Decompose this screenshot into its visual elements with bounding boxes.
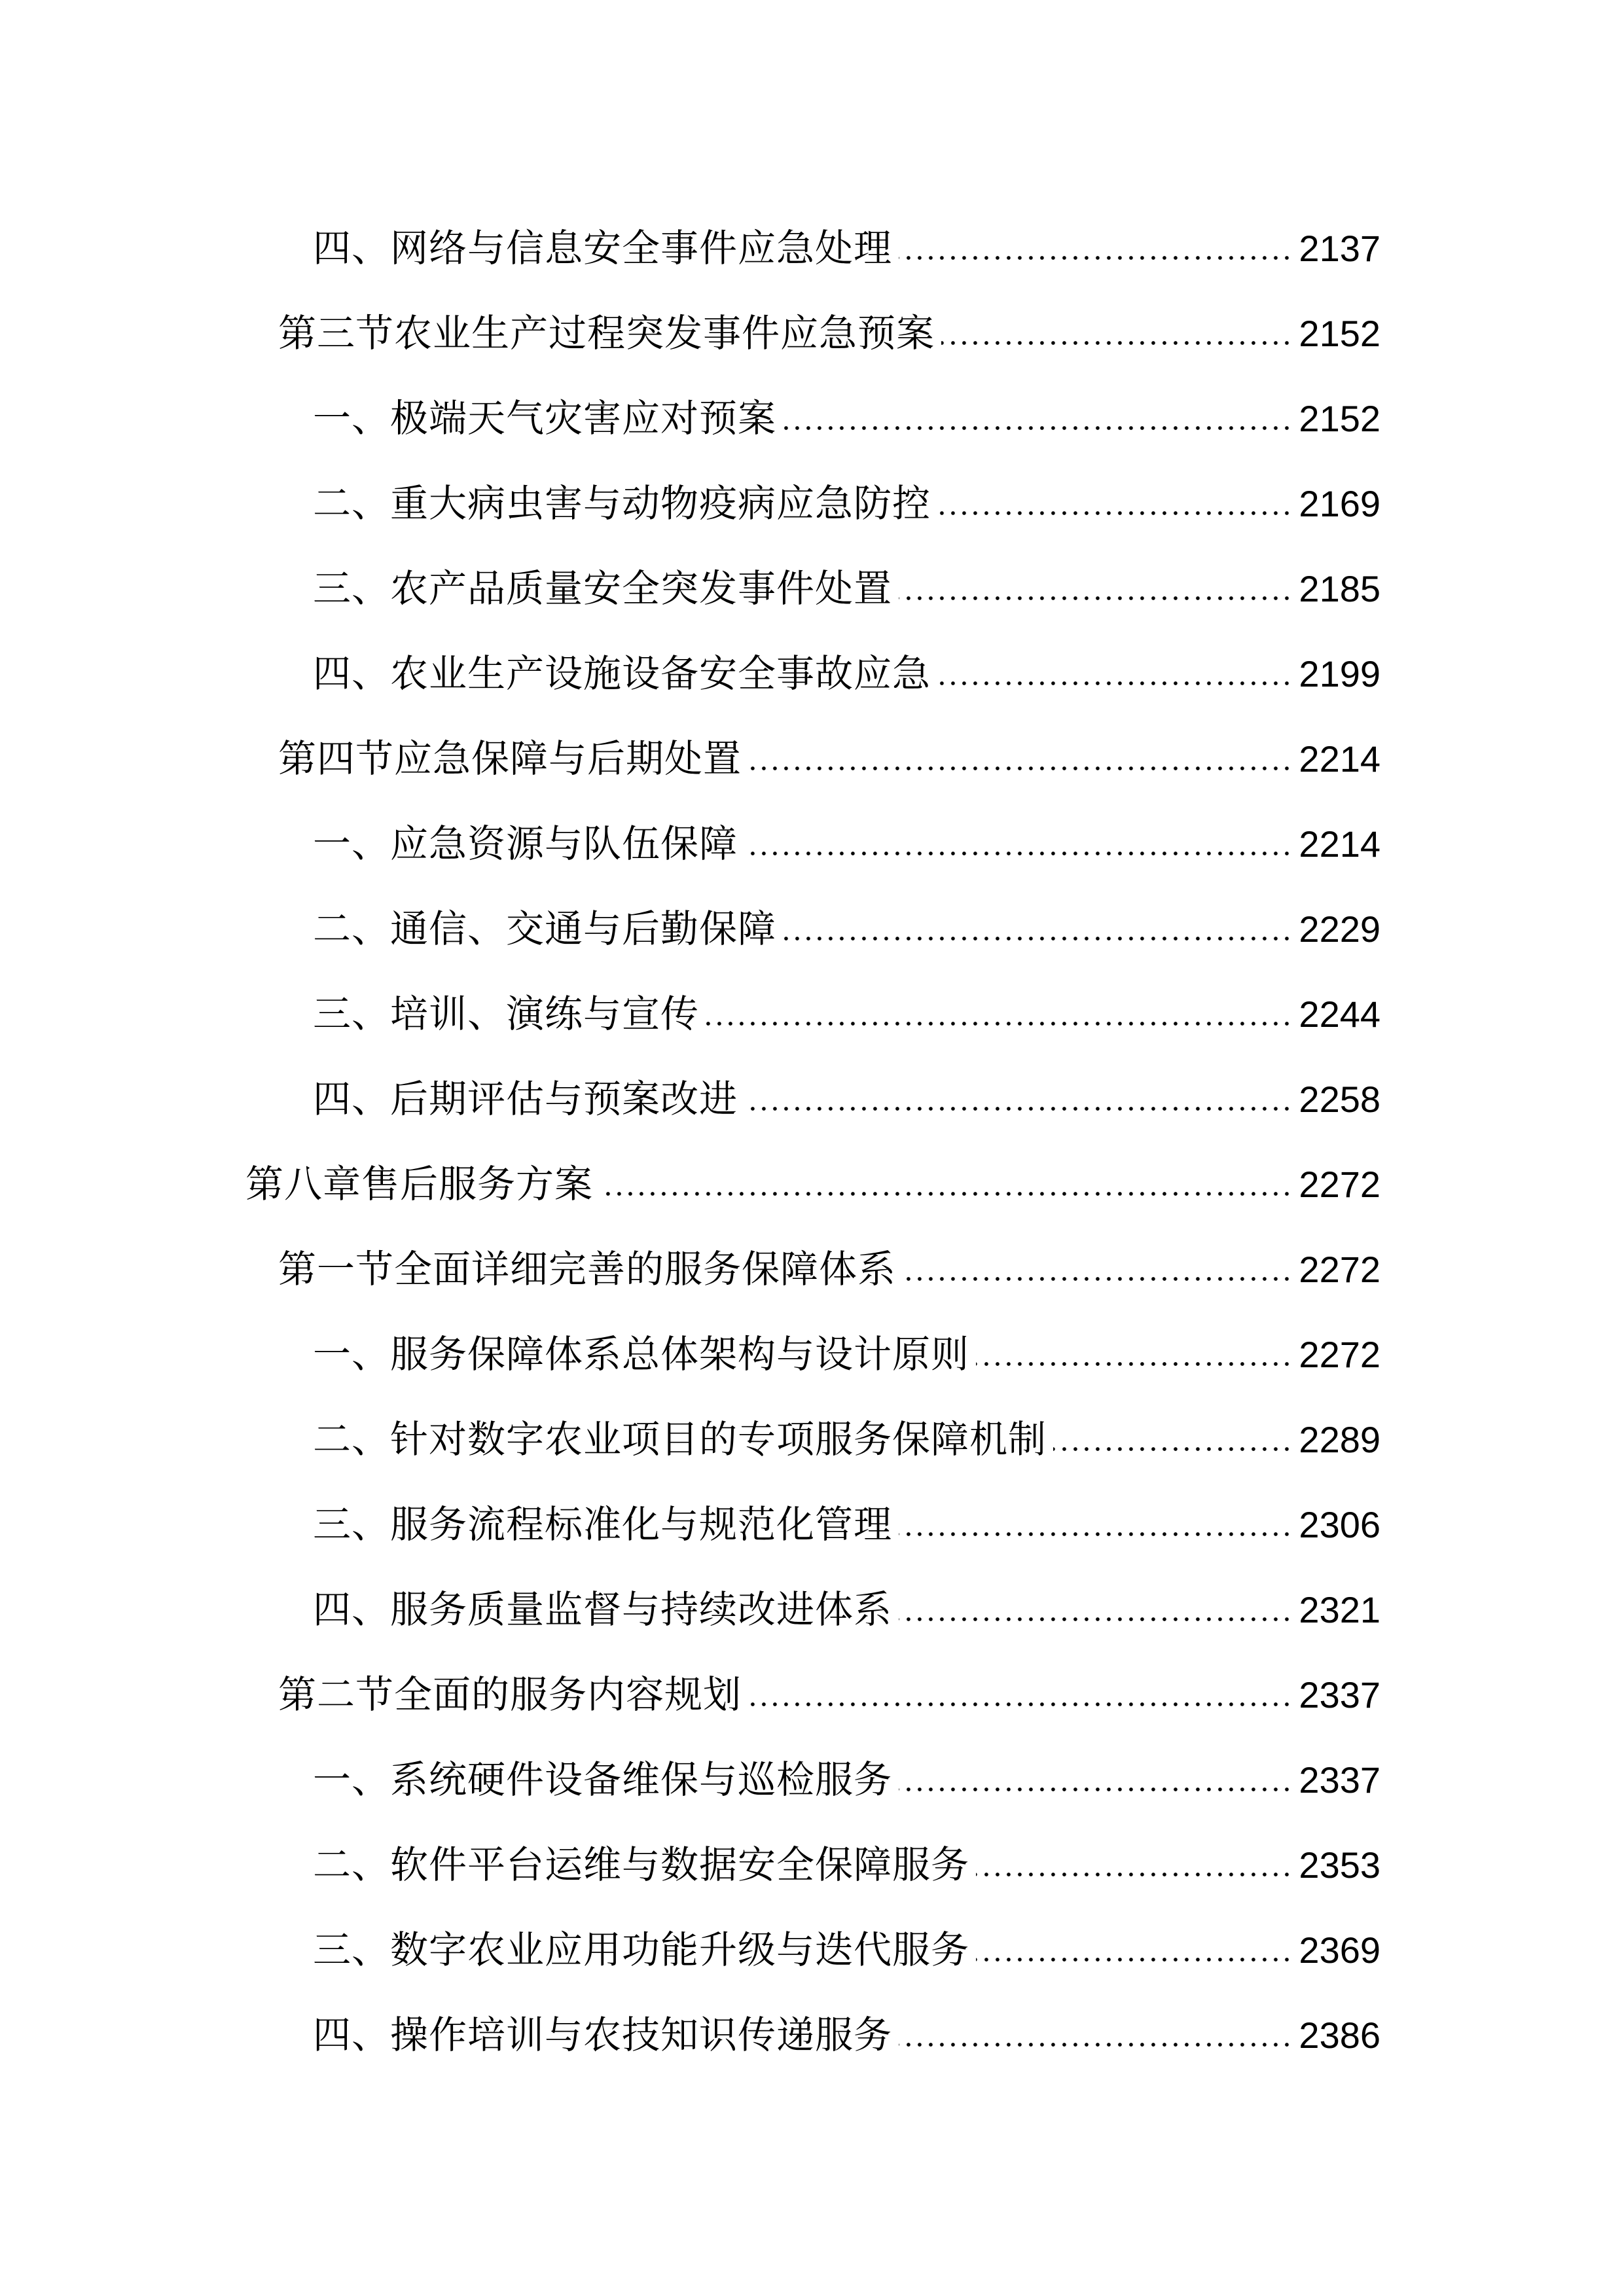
toc-entry[interactable]: [313, 1059, 1380, 1121]
toc-entry[interactable]: [313, 548, 1380, 611]
dot-leader: [899, 1784, 1292, 1795]
toc-entry-title: 第四节应急保障与后期处置: [278, 736, 742, 781]
toc-entry-page-number: 2369: [1299, 1929, 1380, 1971]
dot-leader: [899, 593, 1292, 603]
toc-entry[interactable]: [313, 378, 1380, 440]
toc-entry-page-number: 2169: [1299, 483, 1380, 524]
toc-entry-title: 四、服务质量监督与持续改进体系: [313, 1587, 893, 1632]
toc-entry[interactable]: [278, 293, 1380, 355]
dot-leader: [1053, 1444, 1292, 1454]
toc-entry-title: 第三节农业生产过程突发事件应急预案: [278, 311, 935, 355]
toc-entry-title: 二、针对数字农业项目的专项服务保障机制: [313, 1417, 1047, 1462]
toc-entry[interactable]: [313, 463, 1380, 526]
toc-entry-page-number: 2337: [1299, 1759, 1380, 1801]
dot-leader: [899, 1529, 1292, 1539]
toc-entry-page-number: 2214: [1299, 738, 1380, 780]
dot-leader: [937, 678, 1292, 689]
toc-entry-page-number: 2229: [1299, 908, 1380, 950]
toc-entry-page-number: 2306: [1299, 1504, 1380, 1545]
dot-leader: [899, 1614, 1292, 1624]
toc-entry[interactable]: [313, 1484, 1380, 1547]
toc-entry-title: 二、通信、交通与后勤保障: [313, 906, 777, 951]
dot-leader: [903, 1274, 1292, 1284]
dot-leader: [783, 423, 1292, 433]
dot-leader: [748, 1699, 1292, 1710]
toc-entry-title: 四、农业生产设施设备安全事故应急: [313, 651, 931, 696]
toc-entry-title: 三、培训、演练与宣传: [313, 992, 700, 1036]
dot-leader: [899, 2039, 1292, 2050]
dot-leader: [937, 508, 1292, 518]
toc-entry-chapter[interactable]: [245, 1144, 1380, 1206]
toc-entry[interactable]: [313, 1314, 1380, 1376]
toc-entry-title: 四、网络与信息安全事件应急处理: [313, 226, 893, 270]
toc-entry[interactable]: [313, 974, 1380, 1036]
toc-entry[interactable]: [313, 634, 1380, 696]
dot-leader: [600, 1189, 1292, 1199]
toc-entry-page-number: 2337: [1299, 1674, 1380, 1715]
dot-leader: [976, 1359, 1292, 1369]
toc-entry-title: 一、应急资源与队伍保障: [313, 821, 738, 866]
toc-entry-page-number: 2289: [1299, 1419, 1380, 1460]
toc-entry-title: 二、重大病虫害与动物疫病应急防控: [313, 481, 931, 526]
toc-entry[interactable]: [313, 1825, 1380, 1887]
toc-entry-title: 三、服务流程标准化与规范化管理: [313, 1502, 893, 1547]
toc-entry-page-number: 2185: [1299, 568, 1380, 609]
toc-entry-page-number: 2244: [1299, 994, 1380, 1035]
dot-leader: [748, 763, 1292, 774]
toc-entry[interactable]: [313, 889, 1380, 951]
toc-entry-title: 一、服务保障体系总体架构与设计原则: [313, 1332, 970, 1376]
toc-entry-page-number: 2353: [1299, 1844, 1380, 1886]
toc-entry[interactable]: [313, 208, 1380, 270]
dot-leader: [744, 1103, 1292, 1114]
dot-leader: [783, 933, 1292, 944]
toc-entry-page-number: 2272: [1299, 1334, 1380, 1375]
toc-entry-title: 一、极端天气灾害应对预案: [313, 396, 777, 440]
toc-entry-title: 第八章售后服务方案: [245, 1162, 594, 1206]
toc-entry-page-number: 2386: [1299, 2015, 1380, 2056]
toc-entry-page-number: 2258: [1299, 1079, 1380, 1120]
toc-entry-page-number: 2199: [1299, 653, 1380, 694]
toc-entry-title: 二、软件平台运维与数据安全保障服务: [313, 1842, 970, 1887]
dot-leader: [941, 338, 1292, 348]
toc-entry[interactable]: [313, 1740, 1380, 1802]
toc-entry-page-number: 2272: [1299, 1164, 1380, 1205]
toc-entry[interactable]: [313, 1570, 1380, 1632]
toc-entry-page-number: 2214: [1299, 823, 1380, 865]
toc-entry[interactable]: [313, 804, 1380, 866]
toc-entry-page-number: 2321: [1299, 1589, 1380, 1630]
dot-leader: [706, 1018, 1292, 1029]
toc-entry-title: 四、后期评估与预案改进: [313, 1077, 738, 1121]
dot-leader: [976, 1869, 1292, 1880]
toc-entry-title: 第一节全面详细完善的服务保障体系: [278, 1247, 897, 1291]
dot-leader: [744, 848, 1292, 859]
toc-entry-title: 第二节全面的服务内容规划: [278, 1672, 742, 1717]
toc-entry[interactable]: [278, 1655, 1380, 1717]
toc-entry[interactable]: [313, 1910, 1380, 1972]
toc-entry-title: 四、操作培训与农技知识传递服务: [313, 2013, 893, 2057]
toc-entry[interactable]: [313, 1995, 1380, 2057]
toc-entry-title: 三、数字农业应用功能升级与迭代服务: [313, 1928, 970, 1972]
toc-entry[interactable]: [313, 1399, 1380, 1462]
toc-entry-title: 三、农产品质量安全突发事件处置: [313, 566, 893, 611]
toc-entry-title: 一、系统硬件设备维保与巡检服务: [313, 1757, 893, 1802]
toc-entry-page-number: 2152: [1299, 398, 1380, 439]
toc-entry[interactable]: [278, 1229, 1380, 1291]
toc-entry-page-number: 2137: [1299, 228, 1380, 269]
toc-entry-page-number: 2152: [1299, 313, 1380, 354]
toc-entry[interactable]: [278, 719, 1380, 781]
dot-leader: [976, 1954, 1292, 1965]
dot-leader: [899, 253, 1292, 263]
toc-entry-page-number: 2272: [1299, 1249, 1380, 1290]
